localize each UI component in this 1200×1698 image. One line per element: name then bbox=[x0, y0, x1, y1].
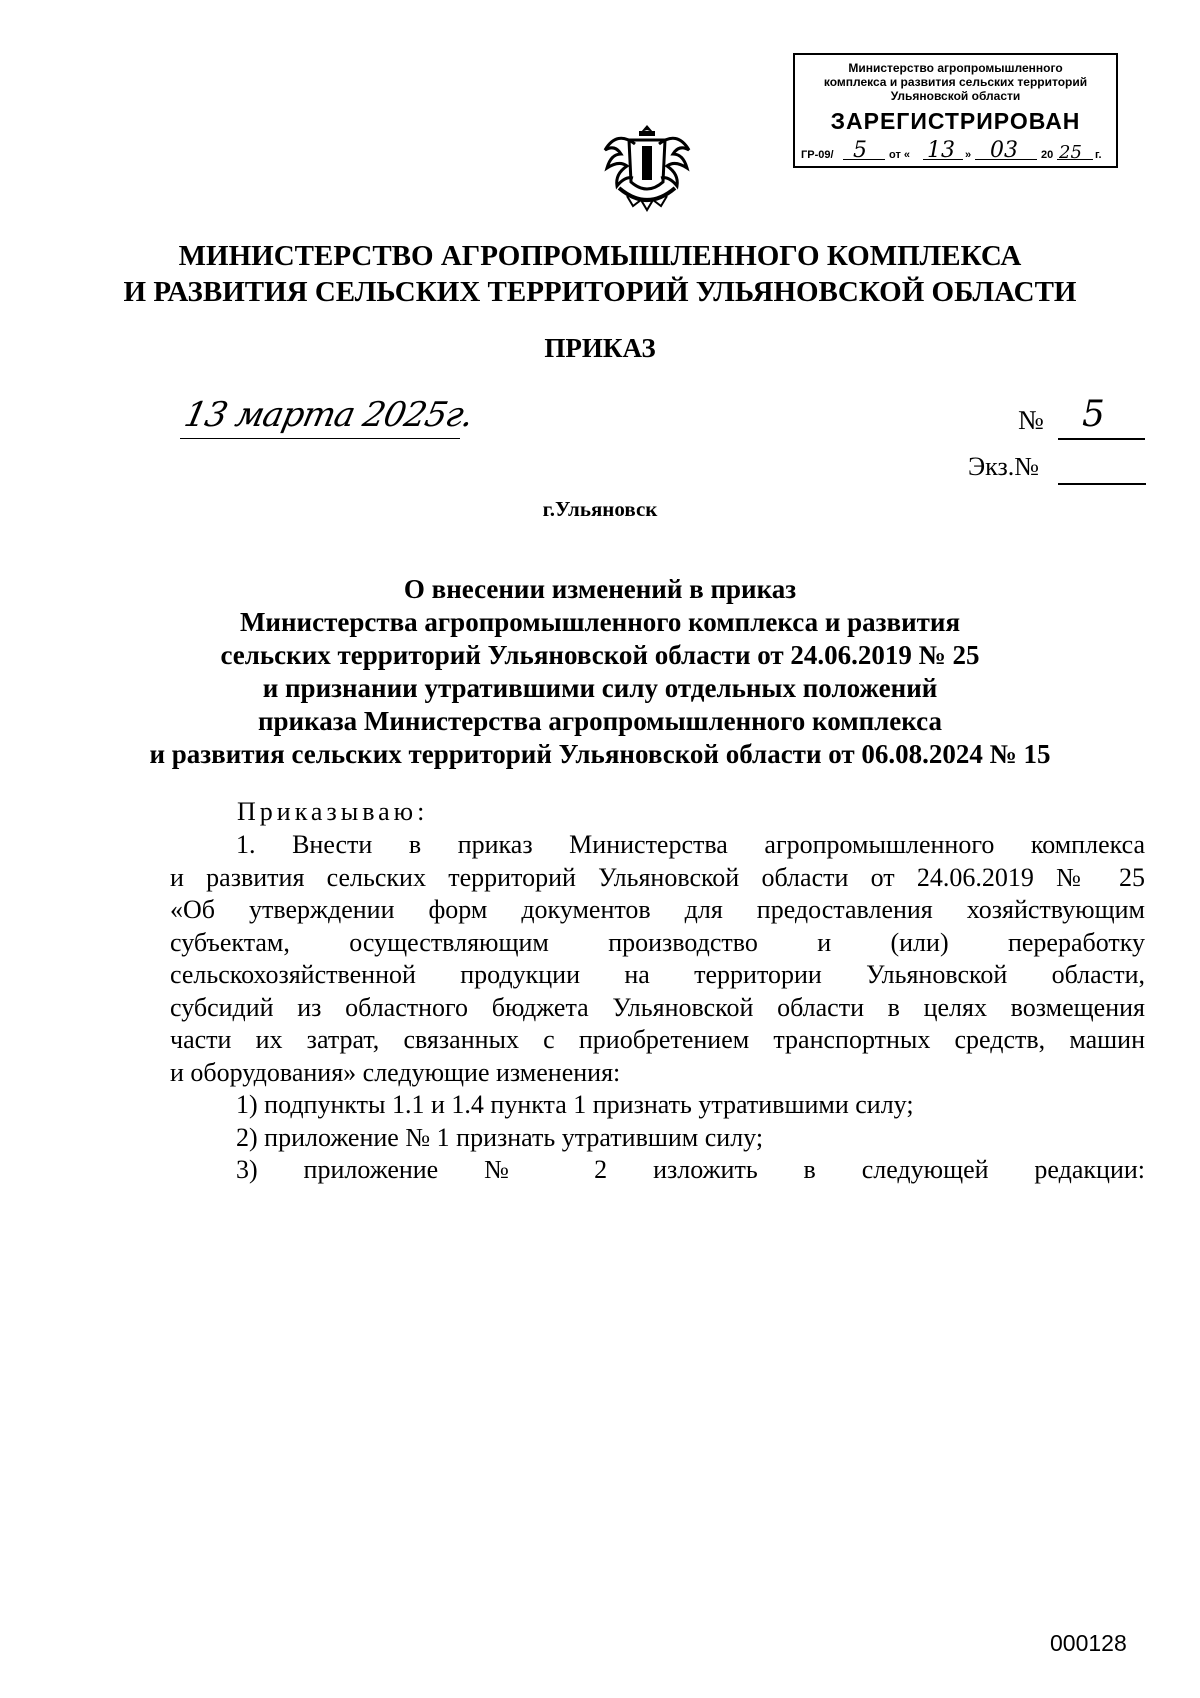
ministry-name-line-1: МИНИСТЕРСТВО АГРОПРОМЫШЛЕННОГО КОМПЛЕКСА bbox=[178, 240, 1022, 272]
stamp-registration-row bbox=[795, 138, 1116, 163]
paragraph-1-line-4: субъектам, осуществляющим производство и (или) переработку bbox=[170, 927, 1145, 957]
document-type: ПРИКАЗ bbox=[544, 333, 656, 363]
stamp-from-label: от « bbox=[889, 149, 911, 161]
copy-number-underline bbox=[1058, 483, 1146, 485]
date-underline bbox=[180, 438, 460, 439]
paragraph-1-line-8: и оборудования» следующие изменения: bbox=[170, 1057, 621, 1087]
paragraph-1-line-7: части их затрат, связанных с приобретением транспортных средств, машин bbox=[170, 1025, 1145, 1054]
paragraph-1-line-2: и развития сельских территорий Ульяновской области от 24.06.2019 № 25 bbox=[170, 862, 1145, 892]
stamp-year-end: г. bbox=[1095, 149, 1102, 161]
subject-line-4: и признании утратившими силу отдельных положений bbox=[262, 673, 938, 703]
stamp-year-prefix: 20 bbox=[1041, 149, 1054, 161]
subject-line-3: сельских территорий Ульяновской области от 24.06.2019 № 25 bbox=[220, 640, 980, 670]
city: г.Ульяновск bbox=[542, 497, 658, 521]
order-number: 5 bbox=[1082, 394, 1105, 435]
coat-of-arms-emblem bbox=[597, 120, 697, 215]
paragraph-1-line-6: субсидий из областного бюджета Ульяновской области в целях возмещения bbox=[170, 992, 1145, 1022]
paragraph-1 bbox=[170, 829, 1145, 1187]
stamp-quote-close: » bbox=[965, 149, 972, 161]
number-underline bbox=[1058, 438, 1145, 440]
list-item-1: 1) подпункты 1.1 и 1.4 пункта 1 признать утратившими силу; bbox=[236, 1090, 914, 1119]
copy-number-label: Экз.№ bbox=[968, 452, 1040, 481]
decree-word: Приказываю: bbox=[237, 797, 429, 826]
stamp-day: 13 bbox=[927, 138, 955, 163]
stamp-year-suffix: 25 bbox=[1059, 142, 1082, 163]
stamp-prefix: ГР-09/ bbox=[801, 149, 834, 161]
subject-line-1: О внесении изменений в приказ bbox=[403, 574, 797, 604]
order-subject bbox=[0, 573, 1200, 771]
registration-stamp bbox=[793, 53, 1118, 168]
stamp-status: ЗАРЕГИСТРИРОВАН bbox=[830, 108, 1081, 134]
stamp-month: 03 bbox=[990, 138, 1018, 163]
number-label: № bbox=[1018, 405, 1044, 435]
stamp-line-2: комплекса и развития сельских территорий bbox=[823, 75, 1088, 89]
paragraph-1-line-3: «Об утверждении форм документов для предоставления хозяйствующим bbox=[170, 895, 1145, 924]
subject-line-6: и развития сельских территорий Ульяновской области от 06.08.2024 № 15 bbox=[149, 739, 1051, 769]
ministry-name bbox=[0, 238, 1200, 310]
ministry-name-line-2: И РАЗВИТИЯ СЕЛЬСКИХ ТЕРРИТОРИЙ УЛЬЯНОВСКОЙ ОБЛАСТИ bbox=[123, 276, 1077, 308]
subject-line-5: приказа Министерства агропромышленного комплекса bbox=[257, 706, 942, 736]
stamp-reg-number: 5 bbox=[853, 138, 867, 163]
subject-line-2: Министерства агропромышленного комплекса и развития bbox=[239, 607, 961, 637]
page-code: 000128 bbox=[1050, 1630, 1127, 1656]
paragraph-1-line-1: 1. Внести в приказ Министерства агропромышленного комплекса bbox=[236, 830, 1145, 859]
stamp-line-3: Ульяновской области bbox=[890, 89, 1021, 103]
list-item-2: 2) приложение № 1 признать утратившим силу; bbox=[236, 1122, 764, 1152]
paragraph-1-line-5: сельскохозяйственной продукции на территории Ульяновской области, bbox=[170, 960, 1145, 989]
list-item-3: 3) приложение № 2 изложить в следующей редакции: bbox=[236, 1155, 1145, 1184]
stamp-line-1: Министерство агропромышленного bbox=[848, 61, 1063, 75]
handwritten-date: 13 марта 2025г. bbox=[180, 395, 477, 435]
